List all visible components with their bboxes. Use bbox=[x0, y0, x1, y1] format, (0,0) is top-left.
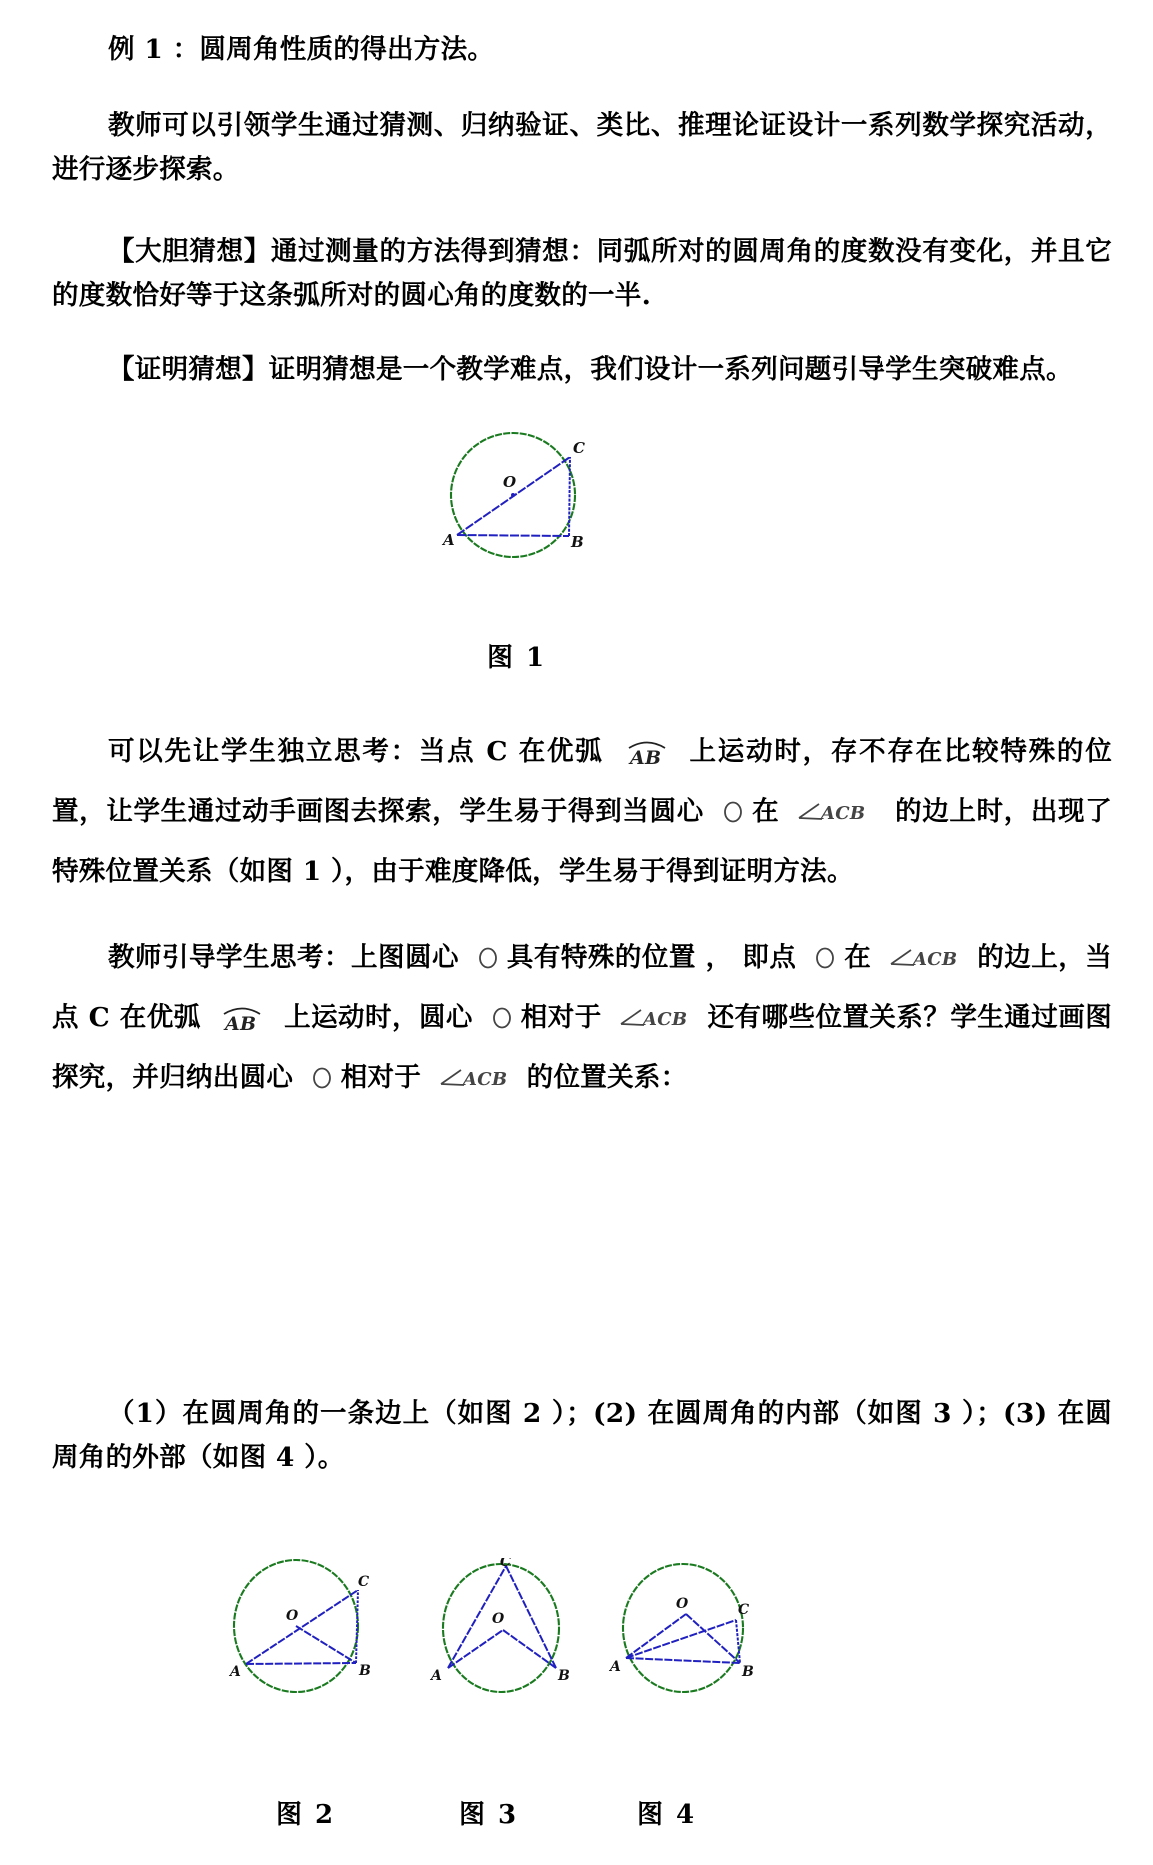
segment-a-b bbox=[246, 1663, 356, 1664]
label-a: A bbox=[610, 1659, 621, 1675]
guide-text-1: 教师引导学生思考：上图圆心 bbox=[108, 942, 469, 973]
label-a: A bbox=[443, 531, 455, 549]
label-c: C bbox=[500, 1558, 512, 1570]
paragraph-teacher-guide bbox=[52, 928, 1112, 1108]
guide-text-4: 的边上，当点 C 在优弧 bbox=[52, 942, 1113, 1033]
angle-acb-icon bbox=[795, 798, 879, 826]
paragraph-teacher-intro: 教师可以引领学生通过猜测、归纳验证、类比、推理论证设计一系列数学探究活动，进行逐步探索。 bbox=[52, 110, 1112, 185]
label-b: B bbox=[742, 1664, 754, 1680]
label-a: A bbox=[431, 1668, 442, 1684]
circle-o-icon bbox=[489, 1004, 515, 1032]
paragraph-independent-think bbox=[52, 722, 1112, 902]
label-c: C bbox=[738, 1602, 750, 1618]
segment-a-c bbox=[626, 1620, 736, 1658]
figure-3-svg bbox=[428, 1558, 578, 1698]
think-text-4: 的边上时，出现了特殊位置关系（如图 1 ），由于难度降低，学生易于得到证明方法。 bbox=[52, 796, 1113, 887]
circle-o-icon bbox=[475, 944, 501, 972]
circle-o-icon bbox=[309, 1064, 335, 1092]
circle-outline bbox=[623, 1564, 743, 1692]
segment-a-o bbox=[448, 1630, 503, 1668]
segment-a-b bbox=[626, 1658, 740, 1663]
center-point-o bbox=[511, 493, 515, 497]
svg-text:AB: AB bbox=[629, 747, 661, 766]
label-o: O bbox=[286, 1608, 299, 1624]
figure-2 bbox=[218, 1558, 378, 1698]
think-text-1: 可以先让学生独立思考：当点 C 在优弧 bbox=[108, 736, 615, 767]
arc-ab-icon bbox=[621, 736, 673, 766]
segment-a-o bbox=[626, 1614, 686, 1658]
figure-2-caption: 图 2 bbox=[276, 1800, 336, 1830]
label-b: B bbox=[359, 1663, 371, 1679]
guide-text-7: 还有哪些位置关系？学生通过画图探究，并归纳出圆心 bbox=[52, 1002, 1113, 1093]
guide-text-8: 相对于 bbox=[340, 1062, 431, 1093]
guide-text-3: 在 bbox=[844, 942, 882, 973]
segment-b-c bbox=[569, 457, 570, 536]
circle-o-icon bbox=[720, 798, 746, 826]
guide-text-2: 具有特殊的位置 ， 即点 bbox=[506, 942, 807, 973]
angle-acb-icon bbox=[437, 1064, 521, 1092]
figure-1-caption: 图 1 bbox=[487, 643, 547, 673]
label-o: O bbox=[503, 473, 517, 491]
segment-a-b bbox=[457, 535, 569, 536]
think-text-3: 在 bbox=[751, 796, 790, 827]
guide-text-9: 的位置关系： bbox=[526, 1062, 688, 1093]
label-c: C bbox=[358, 1574, 370, 1590]
example-title: 例 1 ：圆周角性质的得出方法。 bbox=[108, 34, 495, 65]
figure-4-svg bbox=[608, 1558, 773, 1698]
paragraph-position-list: （1）在圆周角的一条边上（如图 2 ）；(2) 在圆周角的内部（如图 3 ）；(3) 在圆周角的外部（如图 4 ）。 bbox=[52, 1398, 1112, 1473]
svg-text:AB: AB bbox=[225, 1013, 257, 1032]
segment-c-b bbox=[506, 1566, 556, 1668]
angle-acb-icon bbox=[617, 1004, 701, 1032]
figure-1 bbox=[425, 425, 615, 570]
svg-text:ACB: ACB bbox=[821, 803, 866, 824]
label-a: A bbox=[230, 1664, 241, 1680]
label-o: O bbox=[492, 1611, 505, 1627]
label-b: B bbox=[571, 533, 584, 551]
figure-3-caption: 图 3 bbox=[459, 1800, 519, 1830]
think-text-2: 上运动时，存不存在比较特殊的位置，让学生通过动手画图去探索，学生易于得到当圆心 bbox=[52, 736, 1112, 827]
label-b: B bbox=[558, 1668, 570, 1684]
segment-o-b bbox=[503, 1630, 556, 1668]
segment-o-b bbox=[296, 1626, 356, 1663]
figure-4-caption: 图 4 bbox=[637, 1800, 697, 1830]
circle-o-icon bbox=[812, 944, 838, 972]
svg-text:ACB: ACB bbox=[462, 1069, 508, 1090]
segment-b-c bbox=[356, 1590, 358, 1663]
arc-ab-icon bbox=[216, 1002, 268, 1032]
guide-text-5: 上运动时，圆心 bbox=[274, 1002, 483, 1033]
figure-1-svg bbox=[425, 425, 615, 570]
paragraph-bold-guess: 【大胆猜想】通过测量的方法得到猜想：同弧所对的圆周角的度数没有变化，并且它的度数恰好等于这条弧所对的圆心角的度数的一半. bbox=[52, 236, 1112, 311]
svg-text:ACB: ACB bbox=[643, 1009, 688, 1030]
paragraph-prove-guess: 【证明猜想】证明猜想是一个教学难点，我们设计一系列问题引导学生突破难点。 bbox=[108, 354, 1073, 385]
circle-outline bbox=[443, 1564, 559, 1692]
svg-text:ACB: ACB bbox=[913, 949, 958, 970]
figure-2-svg bbox=[218, 1558, 378, 1698]
figure-3 bbox=[428, 1558, 578, 1698]
label-o: O bbox=[676, 1596, 689, 1612]
guide-text-6: 相对于 bbox=[520, 1002, 612, 1033]
label-c: C bbox=[573, 439, 585, 457]
angle-acb-icon bbox=[887, 944, 971, 972]
figure-4 bbox=[608, 1558, 773, 1698]
